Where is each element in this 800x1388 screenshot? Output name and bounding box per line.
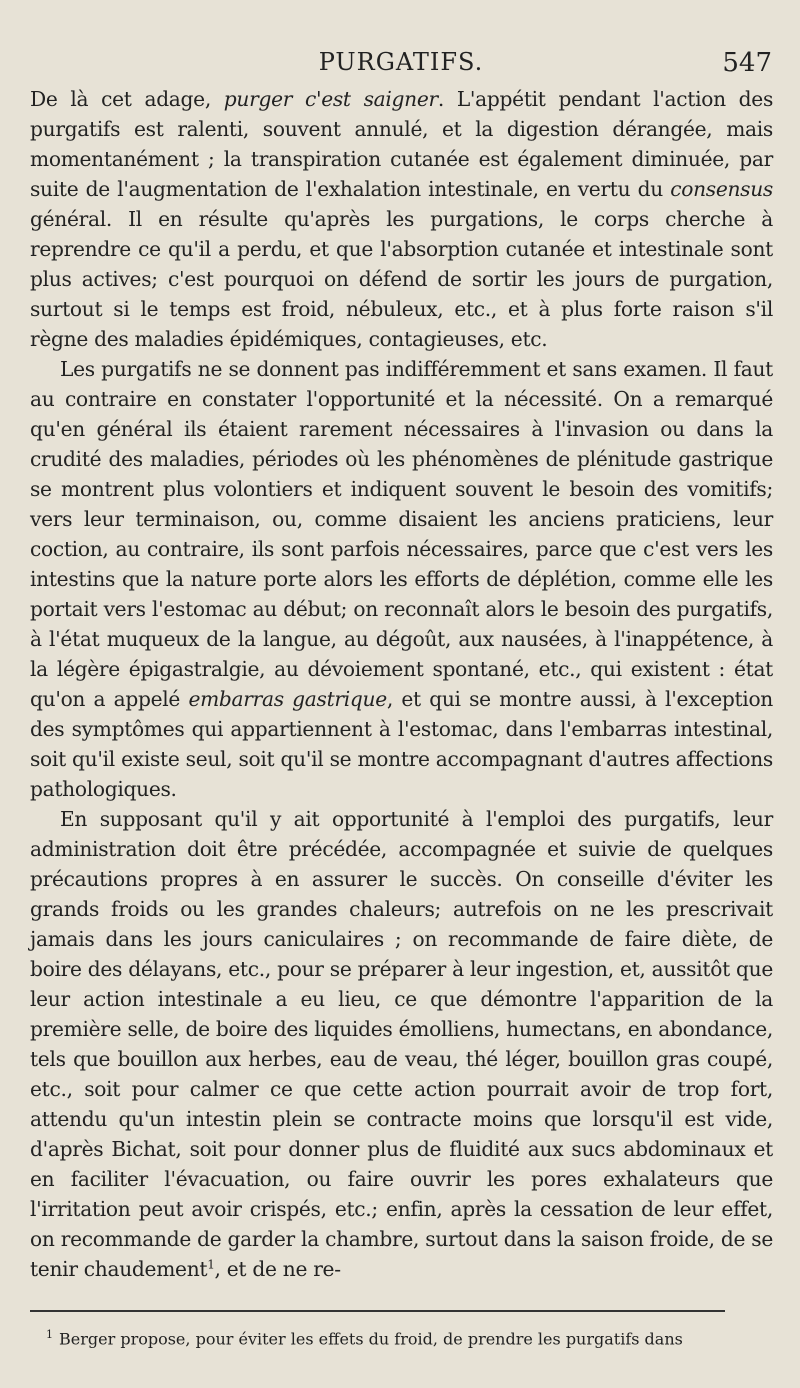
latin-term: consensus	[670, 177, 773, 201]
paragraph-3: En supposant qu'il y ait opportunité à l'emploi des purgatifs, leur administration doit être précédée, accompagnée et suivie de quelques précautions propres à en assurer le succès. On conseille d'éviter les grands froids ou les grandes chaleurs; autrefois on ne les prescrivait jamais dans les jours caniculaires ; on recommande de faire diète, de boire des délayans, etc., pour se préparer à leur ingestion, et, aussitôt que leur action intestinale a eu lieu, ce que démontre l'apparition de la première selle, de boire des liquides émolliens, humectans, en abondance, tels que bouillon aux herbes, eau de veau, thé léger, bouillon gras coupé, etc., soit pour calmer ce que cette action pourrait avoir de trop fort, attendu qu'un intestin plein se contracte moins que lorsqu'il est vide, d'après Bichat, soit pour donner plus de fluidité aux sucs abdominaux et en faciliter l'évacuation, ou faire ouvrir les pores exhalateurs que l'irritation peut avoir crispés, etc.; enfin, après la cessation de leur effet, on recommande de garder la chambre, surtout dans la saison froide, de se tenir chaudement$^1$, et de ne re-	[30, 807, 773, 1281]
latin-phrase: purger c'est saigner	[223, 87, 438, 111]
footnote-text: Berger propose, pour éviter les effets du froid, de prendre les purgatifs dans	[59, 1329, 683, 1349]
footnote	[46, 1324, 722, 1350]
page-header	[30, 48, 772, 82]
running-title: PURGATIFS.	[318, 48, 484, 76]
paragraph-2: Les purgatifs ne se donnent pas indifféremment et sans examen. Il faut au contraire en constater l'opportunité et la nécessité. On a remarqué qu'en général ils étaient rarement nécessaires à l'invasion ou dans la crudité des maladies, périodes où les phénomènes de plénitude gastrique se montrent plus volontiers et indiquent souvent le besoin des vomitifs; vers leur terminaison, ou, comme disaient les anciens praticiens, leur coction, au contraire, ils sont parfois nécessaires, parce que c'est vers les intestins que la nature porte alors les efforts de déplétion, comme elle les portait vers l'estomac au début; on reconnaît alors le besoin des purgatifs, à l'état muqueux de la langue, au dégoût, aux nausées, à l'inappétence, à la légère épigastralgie, au dévoiement spontané, etc., qui existent : état qu'on a appelé embarras gastrique, et qui se montre aussi, à l'exception des symptômes qui appartiennent à l'estomac, dans l'embarras intestinal, soit qu'il existe seul, soit qu'il se montre accompagnant d'autres affections pathologiques.	[30, 357, 774, 801]
body-text	[30, 84, 773, 1284]
footnote-marker: 1	[46, 1328, 53, 1341]
page-number: 547	[722, 48, 772, 78]
paragraph-1: De là cet adage, purger c'est saigner. L'appétit pendant l'action des purgatifs est ralenti, souvent annulé, et la digestion dérangée, mais momentanément ; la transpiration cutanée est également diminuée, par suite de l'augmentation de l'exhalation intestinale, en vertu du consensus général. Il en résulte qu'après les purgations, le corps cherche à reprendre ce qu'il a perdu, et que l'absorption cutanée et intestinale sont plus actives; c'est pourquoi on défend de sortir les jours de purgation, surtout si le temps est froid, nébuleux, etc., et à plus forte raison s'il règne des maladies épidémiques, contagieuses, etc.	[30, 87, 774, 351]
italic-term: embarras gastrique	[188, 687, 387, 711]
footnote-reference: 1	[207, 1257, 215, 1272]
footnote-divider	[30, 1310, 725, 1312]
